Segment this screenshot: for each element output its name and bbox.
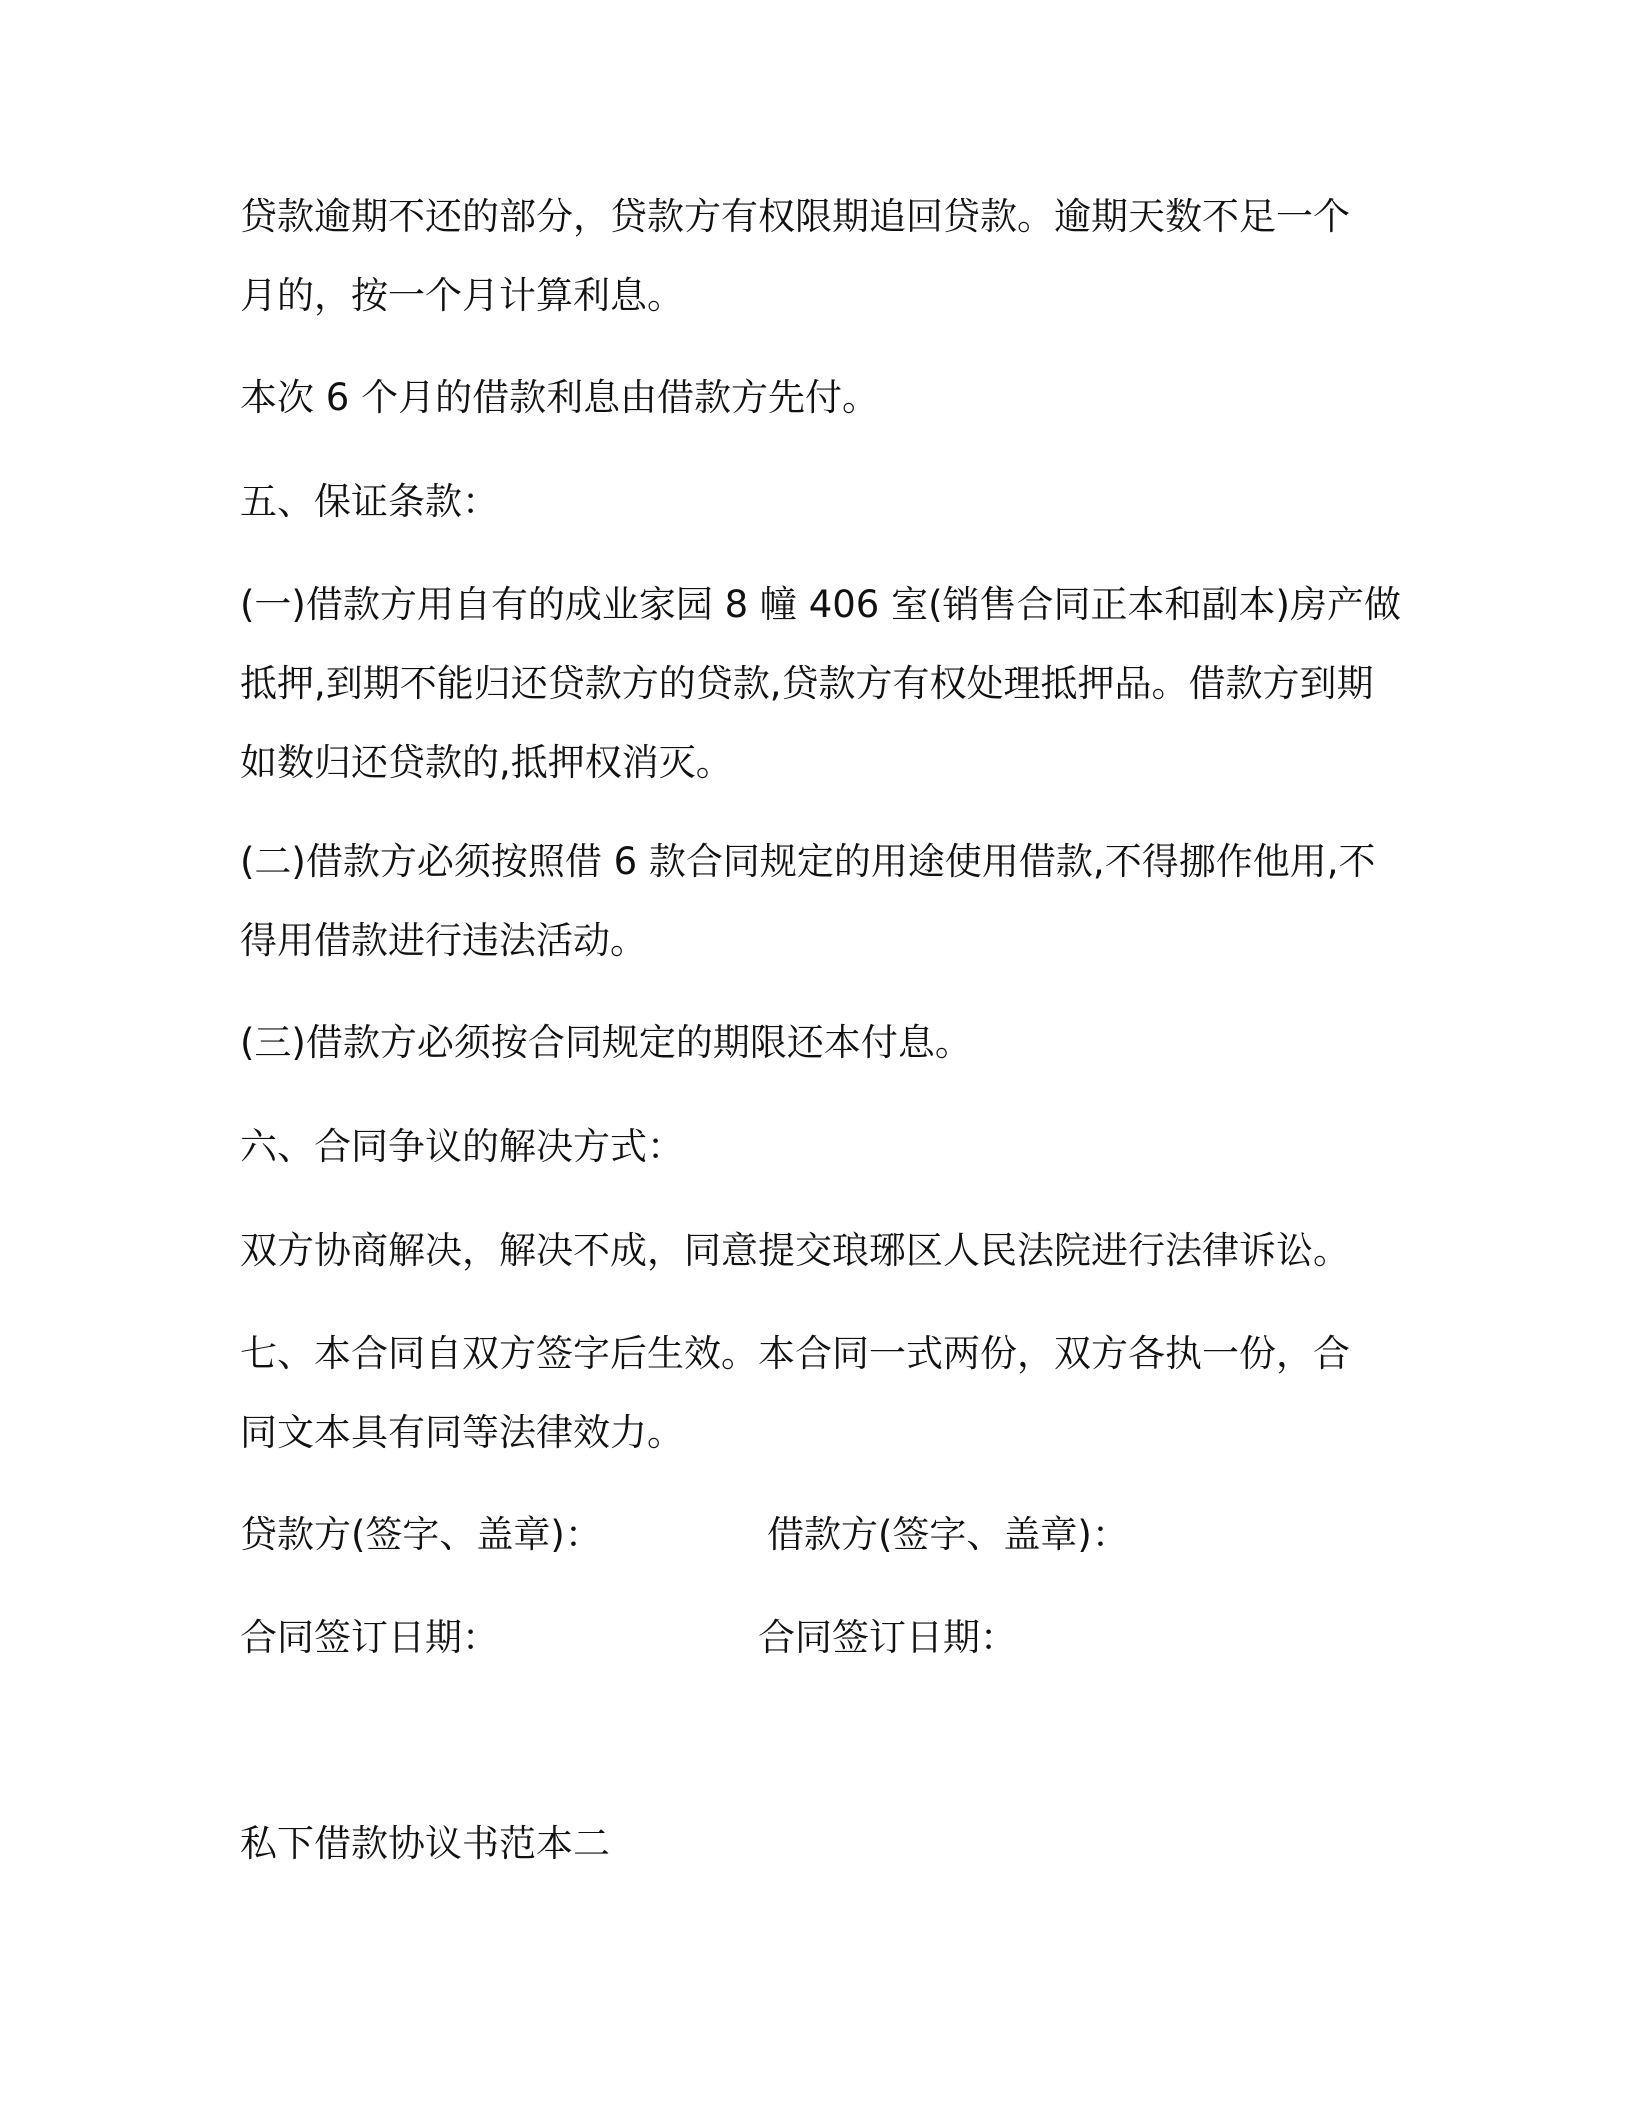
paragraph-overdue-interest xyxy=(240,177,1390,335)
lender-signing-date-label: 合同签订日期： xyxy=(240,1616,499,1659)
text-line: (一)借款方用自有的成业家园 8 幢 406 室(销售合同正本和副本)房产做 xyxy=(240,583,1401,626)
text-line: 同文本具有同等法律效力。 xyxy=(240,1411,684,1454)
text-line: 七、本合同自双方签字后生效。本合同一式两份，双方各执一份，合 xyxy=(240,1332,1350,1375)
heading-text: 五、保证条款： xyxy=(240,480,499,523)
text-line: (三)借款方必须按合同规定的期限还本付息。 xyxy=(240,1021,972,1064)
paragraph-interest-prepaid xyxy=(240,358,1390,437)
paragraph-guarantee-3 xyxy=(240,1003,1390,1082)
section-heading-dispute xyxy=(240,1107,1390,1186)
text-line: 贷款逾期不还的部分，贷款方有权限期追回贷款。逾期天数不足一个 xyxy=(240,195,1350,238)
borrower-signing-date-label: 合同签订日期： xyxy=(758,1616,1017,1659)
text-line: 得用借款进行违法活动。 xyxy=(240,919,647,962)
text-line: 抵押,到期不能归还贷款方的贷款,贷款方有权处理抵押品。借款方到期 xyxy=(240,662,1374,705)
paragraph-effectiveness xyxy=(240,1314,1390,1472)
lender-signature-label: 贷款方(签字、盖章)： xyxy=(240,1513,602,1556)
text-line: (二)借款方必须按照借 6 款合同规定的用途使用借款,不得挪作他用,不 xyxy=(240,840,1376,883)
section-heading-guarantee xyxy=(240,462,1390,541)
text-line: 本次 6 个月的借款利息由借款方先付。 xyxy=(240,376,880,419)
next-section-title xyxy=(240,1804,1390,1883)
borrower-signature-label: 借款方(签字、盖章)： xyxy=(767,1513,1129,1556)
text-line: 如数归还贷款的,抵押权消灭。 xyxy=(240,741,733,784)
heading-text: 六、合同争议的解决方式： xyxy=(240,1125,684,1168)
signing-date-row xyxy=(240,1598,1390,1677)
title-text: 私下借款协议书范本二 xyxy=(240,1822,610,1865)
paragraph-guarantee-1 xyxy=(240,565,1401,802)
paragraph-guarantee-2 xyxy=(240,822,1390,980)
signature-row xyxy=(240,1495,1390,1574)
paragraph-dispute-resolution xyxy=(240,1211,1390,1290)
text-line: 月的，按一个月计算利息。 xyxy=(240,274,684,317)
text-line: 双方协商解决，解决不成，同意提交琅琊区人民法院进行法律诉讼。 xyxy=(240,1229,1350,1272)
